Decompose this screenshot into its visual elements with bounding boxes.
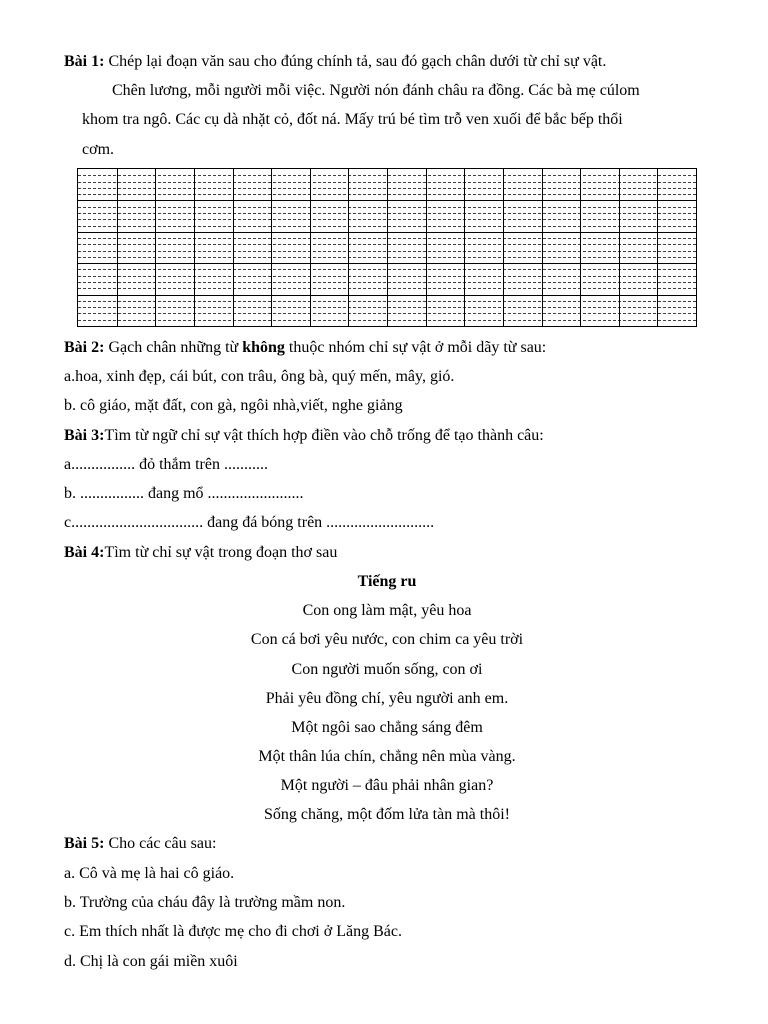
bai2-item-b: b. cô giáo, mặt đất, con gà, ngôi nhà,viết, nghe giảng (64, 397, 403, 414)
poem-line: Con ong làm mật, yêu hoa (302, 602, 472, 619)
poem-line: Con cá bơi yêu nước, con chim ca yêu trời (250, 631, 524, 648)
bai2-instruction-bold: không (242, 339, 285, 356)
bai3-instruction: Tìm từ ngữ chỉ sự vật thích hợp điền vào chỗ trống để tạo thành câu: (104, 427, 544, 444)
bai1-label: Bài 1: (64, 53, 105, 70)
writing-grid-lines (78, 169, 697, 327)
poem-line: Sống chăng, một đốm lửa tàn mà thôi! (264, 806, 510, 823)
bai1-paragraph-line1: Chên lương, mỗi người mỗi việc. Người nón đánh châu ra đồng. Các bà mẹ cúlom (112, 82, 640, 99)
bai5-item-c: c. Em thích nhất là được mẹ cho đi chơi ở Lăng Bác. (64, 923, 402, 940)
bai2-instruction-pre: Gạch chân những từ (104, 339, 243, 356)
bai2-item-a: a.hoa, xinh đẹp, cái bút, con trâu, ông bà, quý mến, mây, gió. (64, 368, 455, 385)
bai3-label: Bài 3: (64, 427, 105, 444)
bai5-instruction: Cho các câu sau: (104, 835, 217, 852)
bai1-paragraph-line2: khom tra ngô. Các cụ dà nhặt cỏ, đốt ná. Mấy trú bé tìm trỗ ven xuối để bắc bếp thổi (82, 111, 623, 128)
bai1-instruction: Chép lại đoạn văn sau cho đúng chính tả, sau đó gạch chân dưới từ chỉ sự vật. (104, 53, 607, 70)
poem-line: Một thân lúa chín, chẳng nên mùa vàng. (258, 748, 516, 765)
bai3-item-b: b. ................ đang mổ ........................ (64, 485, 304, 502)
poem-line: Một người – đâu phải nhân gian? (280, 777, 494, 794)
bai5-label: Bài 5: (64, 835, 105, 852)
bai3-item-c: c................................. đang đá bóng trên ........................... (64, 514, 435, 531)
bai5-heading (64, 834, 216, 854)
bai4-heading (64, 543, 337, 563)
poem-title: Tiếng ru (357, 573, 417, 590)
bai3-item-a: a................ đỏ thắm trên ........... (64, 456, 268, 473)
bai3-heading (64, 426, 544, 446)
bai2-label: Bài 2: (64, 339, 105, 356)
poem-line: Một ngôi sao chẳng sáng đêm (291, 719, 483, 736)
poem-line: Phải yêu đồng chí, yêu người anh em. (265, 690, 509, 707)
bai5-item-b: b. Trường của cháu đây là trường mầm non. (64, 894, 346, 911)
bai2-instruction-post: thuộc nhóm chỉ sự vật ở mỗi dãy từ sau: (284, 339, 547, 356)
poem-line: Con người muốn sống, con ơi (291, 661, 483, 678)
bai1-paragraph-line3: cơm. (82, 141, 115, 158)
bai5-item-d: d. Chị là con gái miền xuôi (64, 953, 238, 970)
bai5-item-a: a. Cô và mẹ là hai cô giáo. (64, 865, 235, 882)
bai4-label: Bài 4: (64, 544, 105, 561)
bai4-instruction: Tìm từ chỉ sự vật trong đoạn thơ sau (104, 544, 338, 561)
bai1-heading (64, 52, 606, 72)
bai2-heading (64, 338, 546, 358)
writing-grid[interactable] (77, 168, 697, 327)
